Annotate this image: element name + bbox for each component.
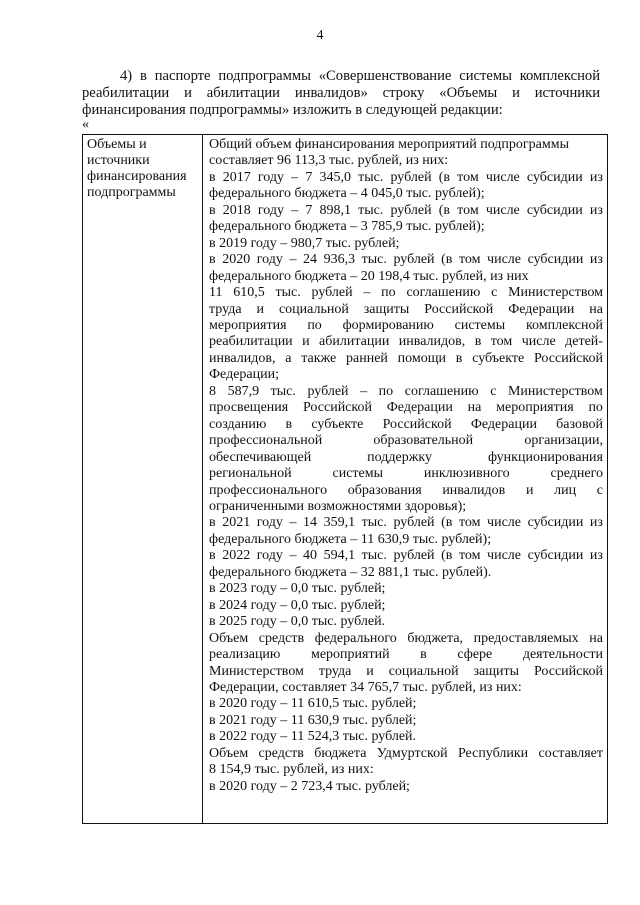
content-line — [209, 433, 603, 449]
word: функционирования — [487, 449, 603, 465]
content-line — [209, 631, 603, 647]
word: инклюзивного — [423, 466, 510, 482]
word: Министерством — [209, 663, 304, 679]
word: и — [302, 334, 310, 350]
content-line: в 2019 году – 980,7 тыс. рублей; — [209, 235, 400, 251]
word: в — [285, 416, 293, 432]
word: Российской — [302, 400, 372, 416]
word: 40 — [303, 548, 317, 564]
word: 587,9 — [227, 383, 260, 399]
word: соглашению — [404, 383, 479, 399]
word: – — [291, 169, 299, 185]
word: в — [209, 202, 216, 218]
word: бюджета — [314, 745, 367, 761]
word: в — [209, 548, 216, 564]
word: числе — [487, 548, 521, 564]
content-line: Федерации, составляет 34 765,7 тыс. рублей, из них: — [209, 679, 522, 695]
content-line — [209, 318, 603, 334]
content-line: в 2023 году – 0,0 тыс. рублей; — [209, 581, 386, 597]
word: Федерации — [470, 416, 537, 432]
word: средств — [258, 745, 304, 761]
word: социальной — [278, 301, 349, 317]
word: образования — [347, 482, 422, 498]
word: из — [589, 515, 603, 531]
word: 2022 — [222, 548, 251, 564]
word: тыс. — [358, 202, 384, 218]
word: созданию — [209, 416, 267, 432]
word: базовой — [556, 416, 603, 432]
word: профессионального — [209, 482, 328, 498]
word: – — [291, 202, 299, 218]
word: абилитации — [319, 334, 390, 350]
word: 610,5 — [233, 285, 265, 301]
word: поддержку — [367, 449, 432, 465]
word: комплексной — [525, 317, 603, 333]
word: рублей — [393, 252, 435, 268]
label-line: подпрограммы — [87, 185, 176, 200]
word: на — [467, 400, 482, 416]
word: обеспечивающей — [209, 449, 312, 465]
word: по — [307, 317, 322, 333]
content-line — [209, 252, 603, 268]
word: Удмуртской — [376, 745, 448, 761]
word: 11 — [209, 285, 223, 301]
opening-quote-mark: « — [82, 117, 89, 132]
word: по — [588, 400, 603, 416]
word: Республики — [457, 745, 529, 761]
word: лиц — [554, 482, 577, 498]
word: с — [596, 482, 603, 498]
content-line — [209, 302, 603, 318]
word: сфере — [457, 647, 493, 663]
content-line: в 2020 году – 11 610,5 тыс. рублей; — [209, 696, 417, 712]
content-line — [209, 285, 603, 301]
word: формированию — [342, 317, 434, 333]
content-line — [209, 515, 603, 531]
word: субъекте — [311, 416, 364, 432]
word: инвалидов, — [209, 350, 276, 366]
word: субсидии — [526, 169, 583, 185]
word: в — [420, 647, 427, 663]
word: рублей — [390, 169, 432, 185]
word: по — [381, 285, 396, 301]
word: просвещения — [209, 400, 289, 416]
content-line — [209, 483, 603, 499]
word: реализацию — [209, 647, 281, 663]
word: помощи — [397, 350, 447, 366]
word: 2017 — [222, 169, 251, 185]
word: том — [458, 252, 481, 268]
content-line — [209, 417, 603, 433]
word: ранней — [346, 350, 388, 366]
word: Объем — [209, 630, 249, 646]
word: – — [360, 383, 368, 399]
word: субсидии — [526, 202, 583, 218]
word: 8 — [209, 383, 216, 399]
content-line — [209, 170, 603, 186]
word: на — [589, 630, 603, 646]
word: с — [490, 383, 497, 399]
word: рублей — [393, 548, 435, 564]
word: деятельности — [522, 647, 603, 663]
word: с — [491, 285, 498, 301]
word: системы — [332, 466, 384, 482]
word: числе — [487, 515, 521, 531]
word: и — [525, 482, 534, 498]
word: Российской — [382, 416, 452, 432]
word: профессиональной — [209, 433, 323, 449]
content-line — [209, 746, 603, 762]
word: 2018 — [222, 202, 251, 218]
word: федерального — [314, 630, 397, 646]
word: Министерством — [507, 383, 603, 399]
word: рублей — [393, 515, 435, 531]
word: 24 — [303, 252, 317, 268]
word: также — [301, 350, 337, 366]
word: 345,0 — [319, 169, 351, 185]
word: (в — [441, 252, 453, 268]
word: числе — [521, 334, 556, 350]
word: инвалидов — [442, 482, 506, 498]
content-line — [209, 384, 603, 400]
label-line: Объемы и — [87, 137, 147, 152]
word: в — [209, 252, 216, 268]
word: Российской — [533, 350, 603, 366]
word: субсидии — [527, 252, 584, 268]
word: образовательной — [373, 433, 474, 449]
word: – — [363, 285, 371, 301]
word: из — [589, 252, 603, 268]
word: детей- — [565, 334, 603, 350]
word: труда — [318, 663, 352, 679]
word: и — [366, 663, 374, 679]
content-line: Федерации; — [209, 367, 280, 383]
word: из — [589, 548, 603, 564]
content-line — [209, 334, 603, 350]
word: средств — [258, 630, 305, 646]
word: среднего — [550, 466, 603, 482]
word: Российской — [533, 663, 603, 679]
content-line: федерального бюджета – 20 198,4 тыс. рублей, из них — [209, 268, 529, 284]
word: и — [256, 301, 264, 317]
word: из — [589, 202, 603, 218]
word: том — [490, 334, 513, 350]
word: организации, — [524, 433, 603, 449]
word: 2020 — [222, 252, 251, 268]
word: 14 — [303, 515, 317, 531]
content-line: в 2022 году – 11 524,3 тыс. рублей. — [209, 729, 417, 745]
intro-paragraph: 4) в паспорте подпрограммы «Совершенствование системы комплексной реабилитации и абилитации инвалидов» строку «Объемы и источники финансирования подпрограммы» изложить в следующей редакции: — [82, 68, 600, 118]
content-line — [209, 400, 603, 416]
word: по — [378, 383, 394, 399]
word: 359,1 — [323, 515, 356, 531]
content-line: составляет 96 113,3 тыс. рублей, из них: — [209, 153, 449, 169]
word: из — [589, 169, 603, 185]
word: числе — [485, 202, 520, 218]
word: Российской — [424, 301, 494, 317]
word: (в — [441, 515, 453, 531]
content-line — [209, 351, 603, 367]
word: в — [455, 350, 463, 366]
word: субсидии — [527, 515, 584, 531]
word: году — [257, 169, 285, 185]
word: субсидии — [527, 548, 584, 564]
word: тыс. — [275, 285, 301, 301]
word: том — [458, 515, 481, 531]
content-line — [209, 664, 603, 680]
word: труда — [209, 301, 242, 317]
word: в — [474, 334, 482, 350]
word: том — [457, 202, 479, 218]
word: числе — [487, 252, 521, 268]
content-line — [209, 203, 603, 219]
word: числе — [485, 169, 520, 185]
content-line: ограниченными возможностями здоровья); — [209, 498, 467, 514]
word: составляет — [538, 745, 603, 761]
financing-table — [82, 134, 608, 824]
word: в — [209, 169, 216, 185]
word: защиты — [363, 301, 410, 317]
page-number: 4 — [316, 28, 324, 43]
word: социальной — [388, 663, 459, 679]
content-line: в 2020 году – 2 723,4 тыс. рублей; — [209, 778, 410, 794]
word: том — [457, 169, 479, 185]
word: соглашению — [406, 285, 481, 301]
word: Федерации — [508, 301, 575, 317]
word: тыс. — [361, 515, 387, 531]
word: субъекте — [472, 350, 525, 366]
word: году — [256, 515, 283, 531]
word: а — [285, 350, 292, 366]
word: (в — [441, 548, 453, 564]
content-line: федерального бюджета – 4 045,0 тыс. рублей); — [209, 186, 485, 202]
content-line: Общий объем финансирования мероприятий подпрограммы — [209, 137, 570, 152]
word: году — [256, 252, 283, 268]
content-line — [209, 450, 603, 466]
word: на — [589, 301, 603, 317]
word: региональной — [209, 466, 292, 482]
content-line: 8 154,9 тыс. рублей, из них: — [209, 762, 374, 778]
content-line: в 2021 году – 11 630,9 тыс. рублей; — [209, 712, 417, 728]
table-content-cell — [203, 135, 607, 823]
word: в — [209, 515, 216, 531]
content-line: федерального бюджета – 3 785,9 тыс. рублей); — [209, 219, 485, 235]
word: мероприятия — [209, 317, 287, 333]
word: Министерством — [508, 285, 603, 301]
word: Объем — [209, 745, 249, 761]
word: 898,1 — [319, 202, 351, 218]
word: предоставляемых — [473, 630, 579, 646]
content-line — [209, 548, 603, 564]
word: тыс. — [361, 252, 387, 268]
label-line: источники — [87, 153, 150, 168]
word: защиты — [473, 663, 520, 679]
word: мероприятий — [310, 647, 390, 663]
label-line: финансирования — [87, 169, 187, 184]
word: тыс. — [358, 169, 384, 185]
content-line: федерального бюджета – 32 881,1 тыс. рублей). — [209, 564, 492, 580]
content-line: в 2024 году – 0,0 тыс. рублей; — [209, 597, 386, 613]
word: рублей — [390, 202, 432, 218]
word: 2021 — [222, 515, 251, 531]
word: (в — [438, 169, 451, 185]
content-line: в 2025 году – 0,0 тыс. рублей. — [209, 614, 386, 630]
word: рублей — [307, 383, 349, 399]
word: году — [256, 548, 283, 564]
content-line — [209, 466, 603, 482]
word: системы — [454, 317, 506, 333]
word: 7 — [305, 202, 313, 218]
word: инвалидов, — [398, 334, 466, 350]
word: – — [289, 515, 297, 531]
word: том — [458, 548, 481, 564]
word: рублей — [311, 285, 353, 301]
word: 594,1 — [323, 548, 356, 564]
content-line: федерального бюджета – 11 630,9 тыс. рублей); — [209, 531, 492, 547]
word: тыс. — [361, 548, 387, 564]
word: году — [257, 202, 285, 218]
table-label-cell — [83, 135, 203, 823]
word: – — [289, 548, 297, 564]
word: мероприятия — [496, 400, 574, 416]
word: (в — [438, 202, 451, 218]
word: тыс. — [270, 383, 296, 399]
word: реабилитации — [209, 334, 293, 350]
word: бюджета, — [407, 630, 464, 646]
word: – — [289, 252, 297, 268]
word: Федерации — [386, 400, 453, 416]
word: 936,3 — [323, 252, 356, 268]
word: 7 — [305, 169, 313, 185]
content-line — [209, 647, 603, 663]
